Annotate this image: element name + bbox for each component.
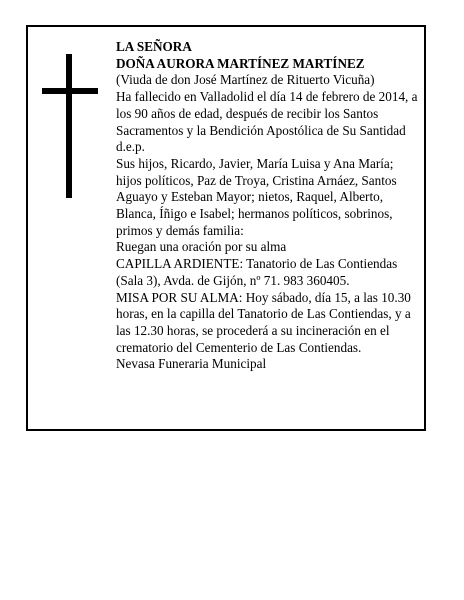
family-list: Sus hijos, Ricardo, Javier, María Luisa y Ana María; hijos políticos, Paz de Troya, Cristina Arnáez, Santos Aguayo y Esteban Mayor; nietos, Raquel, Alberto, Blanca, Íñigo e Isabel; hermanos políticos, sobrinos, primos y demás familia: bbox=[116, 155, 397, 238]
obituary-notice bbox=[26, 25, 426, 431]
cross-vertical-bar bbox=[66, 54, 72, 198]
cross-icon bbox=[42, 54, 98, 198]
heading-title: LA SEÑORA bbox=[116, 39, 192, 54]
widow-of-line: (Viuda de don José Martínez de Rituerto Vicuña) bbox=[116, 72, 375, 88]
death-announcement: Ha fallecido en Valladolid el día 14 de febrero de 2014, a los 90 años de edad, después de recibir los Santos Sacramentos y la Bendición Apostólica de Su Santidad d.e.p. bbox=[116, 89, 418, 155]
deceased-name: DOÑA AURORA MARTÍNEZ MARTÍNEZ bbox=[116, 55, 365, 71]
prayer-request: Ruegan una oración por su alma bbox=[116, 239, 287, 255]
mass-info: MISA POR SU ALMA: Hoy sábado, día 15, a las 10.30 horas, en la capilla del Tanatorio de Las Contiendas, y a las 12.30 horas, se procederá a su incineración en el crematorio del Cementerio de Las Contiendas. bbox=[116, 289, 411, 355]
obituary-text bbox=[116, 39, 422, 373]
cross-horizontal-bar bbox=[42, 88, 98, 94]
chapel-info: CAPILLA ARDIENTE: Tanatorio de Las Contiendas (Sala 3), Avda. de Gijón, nº 71. 983 360405. bbox=[116, 256, 398, 288]
funeral-home: Nevasa Funeraria Municipal bbox=[116, 356, 267, 372]
